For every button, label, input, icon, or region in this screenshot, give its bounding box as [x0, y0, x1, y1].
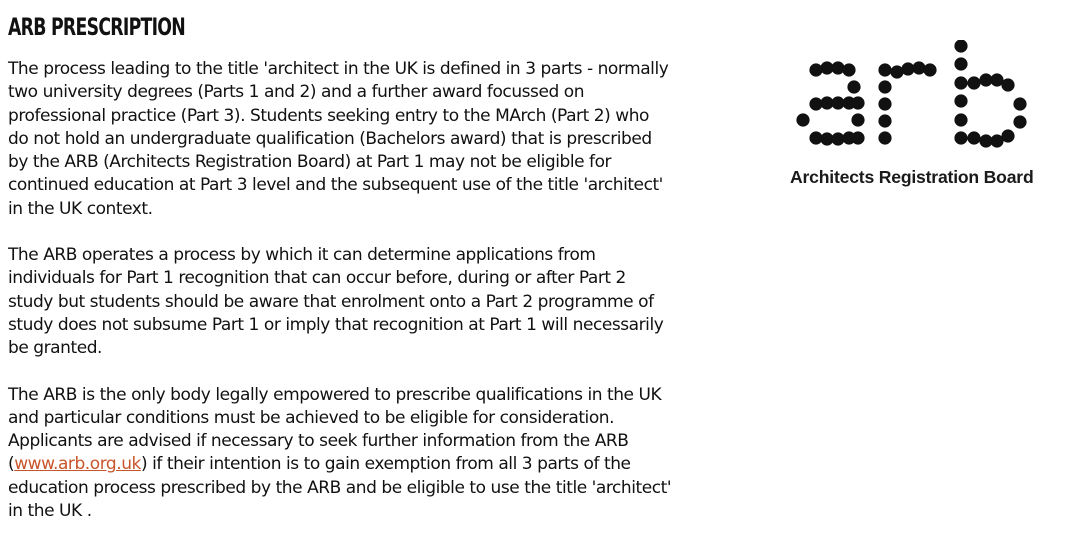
wordmark-dot [796, 113, 809, 126]
paragraph-legal-body-text-end: ) if their intention is to gain exemption from all 3 parts of the education process prescribed by the ARB and be eligible to use the title 'architect' in the UK . [8, 454, 672, 522]
wordmark-dot [967, 76, 980, 89]
paragraph-process: The process leading to the title 'architect in the UK is defined in 3 parts - normally two university degrees (Parts 1 and 2) and a further award focussed on professional practice (Part 3). Students seeking entry to the MArch (Part 2) who do not hold an undergraduate qualification (Bachelors award) that is prescribed by the ARB (Architects Registration Board) at Part 1 may not be eligible for continued education at Part 3 level and the subsequent use of the title 'architect' in the UK context. [8, 59, 669, 219]
wordmark-dot [954, 76, 967, 89]
wordmark-dot [954, 57, 967, 70]
wordmark-dot [878, 97, 891, 110]
section-heading: ARB PRESCRIPTION [8, 13, 186, 41]
wordmark-dot [912, 61, 925, 74]
wordmark-dot [954, 113, 967, 126]
wordmark-dot [923, 63, 936, 76]
paragraph-legal-body [8, 384, 673, 524]
wordmark-dot [1013, 115, 1026, 128]
paragraph-part1-recognition: The ARB operates a process by which it can determine applications from individuals for Part 1 recognition that can occur before, during or after Part 2 study but students should be aware that enrolment onto a Part 2 programme of study does not subsume Part 1 or imply that recognition at Part 1 will necessarily be granted. [8, 245, 664, 359]
wordmark-dot [851, 113, 864, 126]
wordmark-dot [809, 63, 822, 76]
arb-website-link[interactable]: www.arb.org.uk [14, 454, 141, 475]
wordmark-dots [796, 40, 1026, 148]
wordmark-dot [878, 63, 891, 76]
wordmark-dot [954, 94, 967, 107]
wordmark-dot [967, 131, 980, 144]
wordmark-dot [878, 114, 891, 127]
wordmark-dot [831, 61, 844, 74]
wordmark-dot [954, 131, 967, 144]
wordmark-dot [954, 40, 967, 53]
arb-logo [790, 40, 1072, 192]
paragraph-legal-body-text-start: The ARB is the only body legally empowered to prescribe qualifications in the UK and particular conditions must be achieved to be eligible for consideration. Applicants are advised if necessary to seek further information from the ARB ( [8, 384, 662, 475]
wordmark-dot [878, 80, 891, 93]
arb-prescription-section [8, 12, 673, 523]
wordmark-dot [1001, 129, 1014, 142]
arb-dot-wordmark [790, 40, 1072, 160]
wordmark-dot [1001, 78, 1014, 91]
wordmark-dot [851, 131, 864, 144]
wordmark-dot [842, 63, 855, 76]
wordmark-dot [1013, 97, 1026, 110]
wordmark-dot [851, 96, 864, 109]
logo-caption: Architects Registration Board [790, 167, 1034, 187]
wordmark-dot [878, 131, 891, 144]
wordmark-dot [847, 80, 860, 93]
